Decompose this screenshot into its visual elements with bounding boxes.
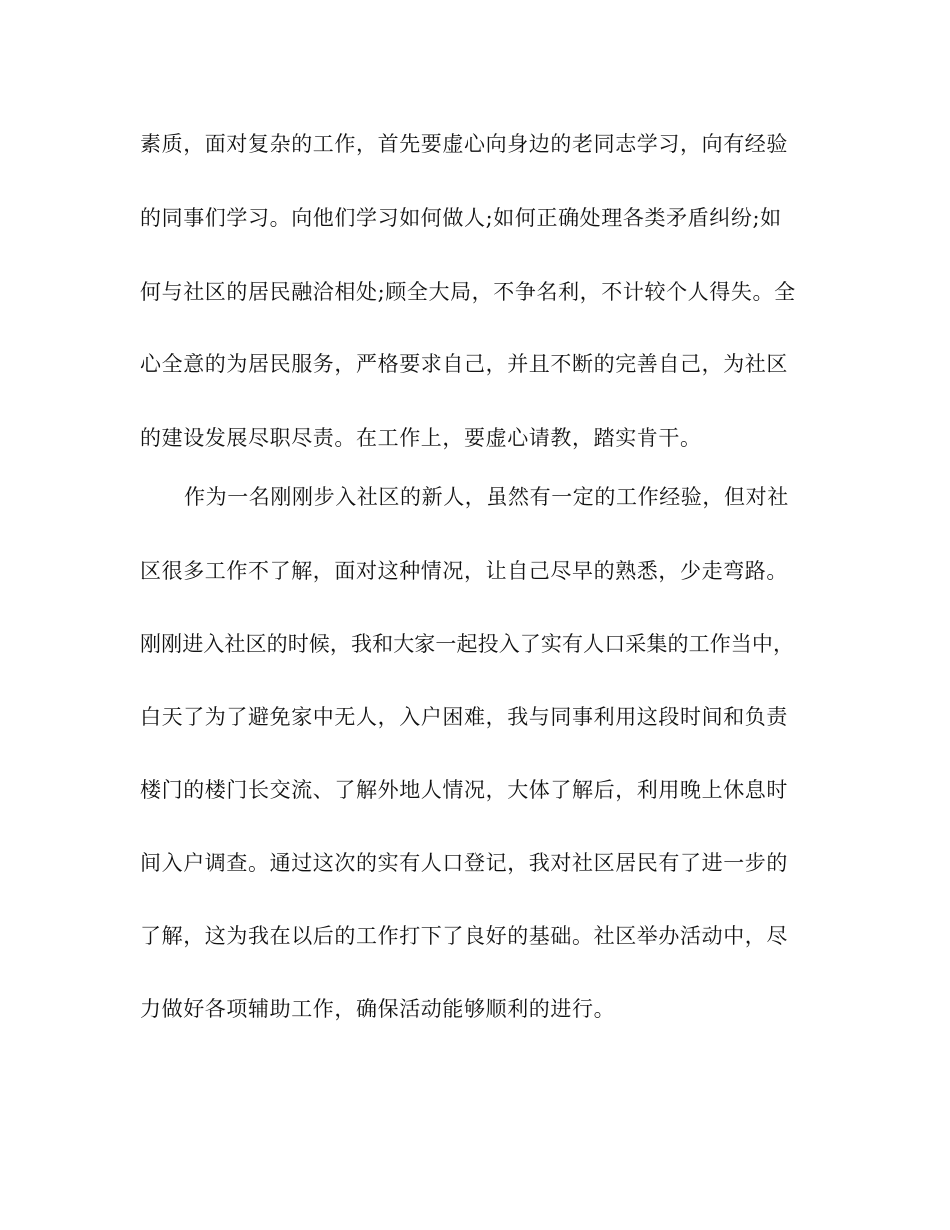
text-line-6: 作为一名刚刚步入社区的新人，虽然有一定的工作经验，但对社	[184, 485, 789, 509]
text-line-9: 白天了为了避免家中无人，入户困难，我与同事利用这段时间和负责	[140, 705, 788, 729]
text-line-5: 的建设发展尽职尽责。在工作上，要虚心请教，踏实肯干。	[140, 426, 702, 450]
text-line-3: 何与社区的居民融洽相处;顾全大局，不争名利，不计较个人得失。全	[140, 280, 796, 304]
text-line-2: 的同事们学习。向他们学习如何做人;如何正确处理各类矛盾纠纷;如	[140, 206, 782, 230]
text-line-1: 素质，面对复杂的工作，首先要虚心向身边的老同志学习，向有经验	[140, 132, 788, 156]
text-line-8: 刚刚进入社区的时候，我和大家一起投入了实有人口采集的工作当中，	[140, 632, 795, 656]
text-line-7: 区很多工作不了解，面对这种情况，让自己尽早的熟悉，少走弯路。	[140, 559, 788, 583]
text-line-11: 间入户调查。通过这次的实有人口登记，我对社区居民有了进一步的	[140, 851, 788, 875]
text-line-12: 了解，这为我在以后的工作打下了良好的基础。社区举办活动中，尽	[140, 924, 788, 948]
text-line-4: 心全意的为居民服务，严格要求自己，并且不断的完善自己，为社区	[140, 352, 788, 376]
text-line-10: 楼门的楼门长交流、了解外地人情况，大体了解后，利用晚上休息时	[140, 778, 788, 802]
text-line-13: 力做好各项辅助工作，确保活动能够顺利的进行。	[140, 997, 616, 1021]
